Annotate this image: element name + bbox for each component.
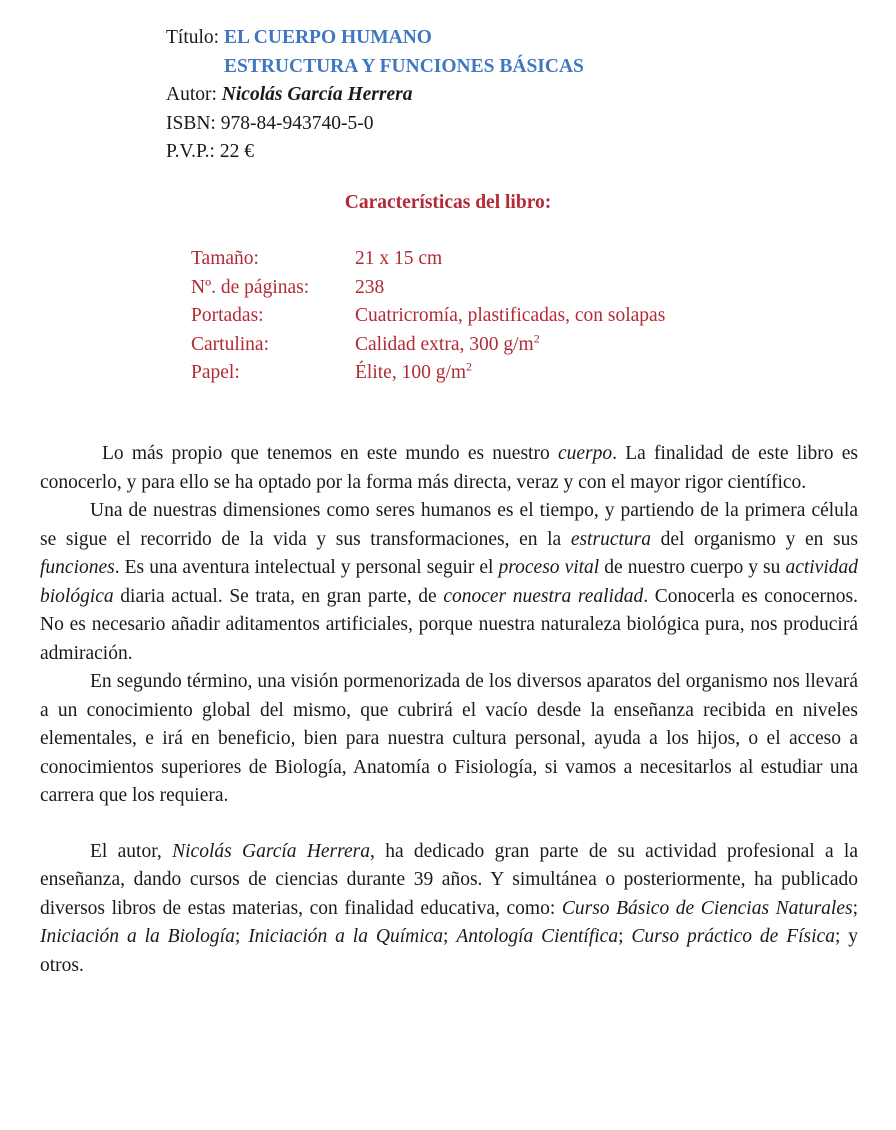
book-metadata bbox=[166, 24, 584, 167]
title-label: Título: bbox=[166, 27, 220, 48]
author-row bbox=[166, 81, 584, 110]
spec-value: Cuatricromía, plastificadas, con solapas bbox=[355, 305, 666, 326]
spec-row bbox=[191, 274, 665, 303]
spec-label: Nº. de páginas: bbox=[191, 276, 310, 298]
isbn: ISBN: 978-84-943740-5-0 bbox=[166, 112, 374, 134]
spec-value: Élite, 100 $g/m^2$ bbox=[355, 359, 473, 383]
paragraph-organism: En segundo término, una visión pormenorizada de los diversos aparatos del organismo nos llevará a un conocimiento global del mismo, que cubrirá el vacío desde la enseñanza recibida en niveles elementales, e irá en beneficio, bien para nuestra cultura personal, ayuda a los hijos, o el acceso a conocimientos superiores de Biología, Anatomía o Fisiología, si vamos a necesitarlos al estudiar una carrera que los requiera. bbox=[40, 671, 858, 806]
spec-row bbox=[191, 359, 665, 388]
title-line-1: EL CUERPO HUMANO bbox=[223, 27, 432, 48]
features-heading: Características del libro: bbox=[344, 192, 552, 213]
price: P.V.P.: 22 € bbox=[166, 141, 254, 162]
spec-value: 238 bbox=[355, 276, 385, 298]
spec-row bbox=[191, 302, 665, 331]
paragraph-intro: Lo más propio que tenemos en este mundo es nuestro cuerpo. La finalidad de este libro es conocerlo, y para ello se ha optado por la forma más directa, veraz y con el mayor rigor científico. bbox=[40, 443, 858, 493]
spec-row bbox=[191, 245, 665, 274]
title-line-2: ESTRUCTURA Y FUNCIONES BÁSICAS bbox=[223, 55, 584, 77]
title-row bbox=[166, 24, 584, 81]
description bbox=[40, 440, 858, 980]
spec-row bbox=[191, 331, 665, 360]
spec-label: Tamaño: bbox=[191, 248, 259, 269]
book-title bbox=[224, 24, 584, 81]
spec-label: Cartulina: bbox=[191, 333, 269, 355]
paragraph-author: El autor, Nicolás García Herrera, ha dedicado gran parte de su actividad profesional a la enseñanza, dando cursos de ciencias durante 39 años. Y simultánea o posteriormente, ha publicado diversos libros de estas materias, con finalidad educativa, como: Curso Básico de Ciencias Naturales; Iniciación a la Biología; Iniciación a la Química; Antología Científica; Curso práctico de Física; y otros. bbox=[40, 840, 859, 976]
author-name: Nicolás García Herrera bbox=[221, 84, 413, 105]
features-list bbox=[191, 245, 665, 388]
spec-label: Papel: bbox=[191, 362, 240, 383]
spec-label: Portadas: bbox=[191, 305, 264, 326]
author-label: Autor: bbox=[166, 84, 217, 105]
spec-value: 21 x 15 cm bbox=[355, 248, 443, 269]
paragraph-dimensions: Una de nuestras dimensiones como seres humanos es el tiempo, y partiendo de la primera célula se sigue el recorrido de la vida y sus transformaciones, en la estructura del organismo y en sus funciones. Es una aventura intelectual y personal seguir el proceso vital de nuestro cuerpo y su actividad biológica diaria actual. Se trata, en gran parte, de conocer nuestra realidad. Conocerla es conocernos. No es necesario añadir aditamentos artificiales, porque nuestra naturaleza biológica pura, nos producirá admiración. bbox=[40, 500, 859, 664]
spec-value: Calidad extra, 300 $g/m^2$ bbox=[355, 331, 540, 355]
